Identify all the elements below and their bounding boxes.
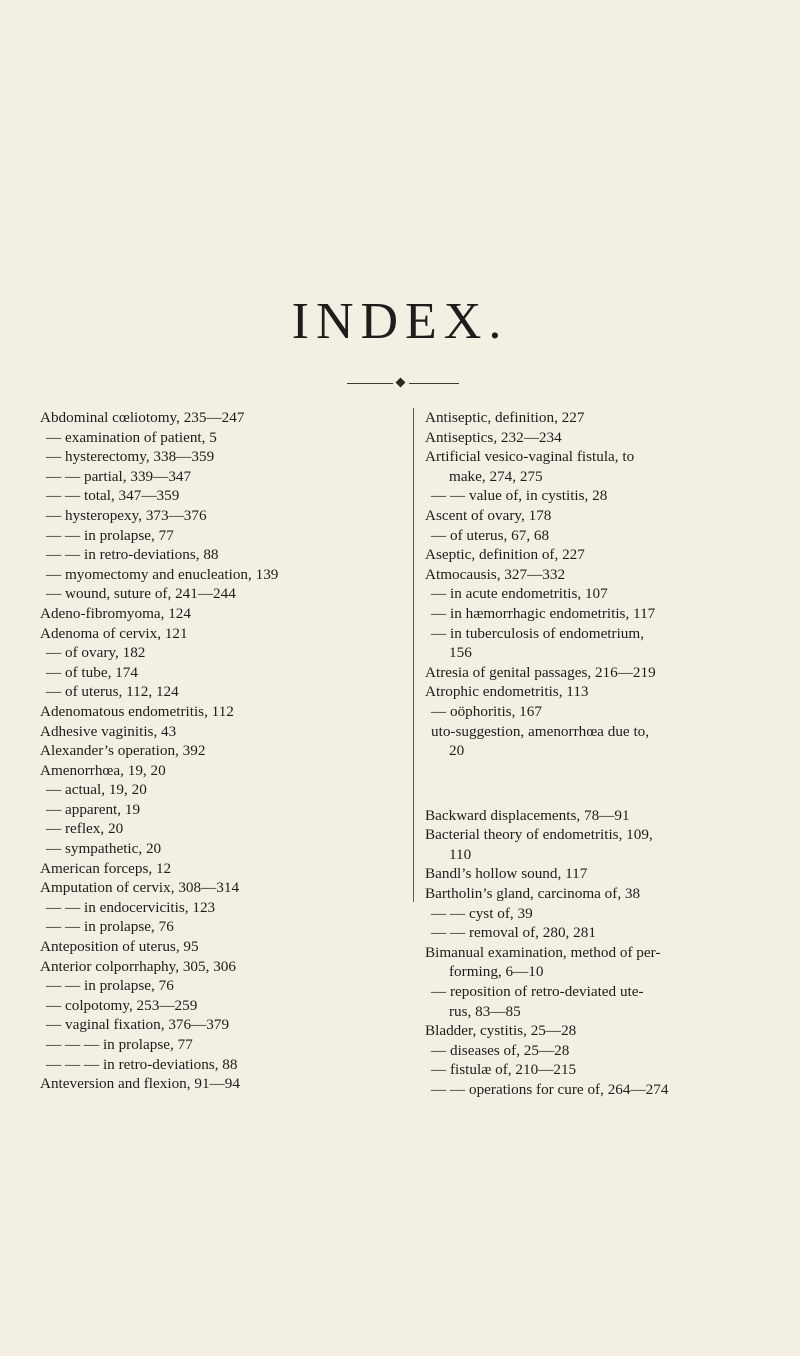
index-subentry: — — in prolapse, 76 (46, 977, 174, 995)
index-entry: Abdominal cœliotomy, 235—247 (40, 409, 245, 426)
index-entry: Bacterial theory of endometritis, 109, (425, 826, 653, 844)
index-subentry: — oöphoritis, 167 (431, 702, 542, 720)
index-subentry: — — partial, 339—347 (46, 467, 192, 485)
index-subentry: — actual, 19, 20 (46, 781, 147, 799)
index-entry: Atmocausis, 327—332 (425, 565, 566, 583)
index-subentry: — hysteropexy, 373—376 (46, 506, 207, 524)
index-subentry: — examination of patient, 5 (46, 428, 217, 446)
index-entry: Adenoma of cervix, 121 (40, 624, 188, 642)
index-subentry: — — operations for cure of, 264—274 (431, 1081, 669, 1098)
index-entry: Backward displacements, 78—91 (425, 806, 630, 824)
index-subentry: — in acute endometritis, 107 (431, 585, 608, 603)
index-subentry: — of tube, 174 (46, 663, 138, 681)
index-entry: Bladder, cystitis, 25—28 (425, 1022, 577, 1040)
index-subentry: 20 (449, 742, 465, 760)
index-entry: American forceps, 12 (40, 859, 172, 877)
index-subentry: — sympathetic, 20 (46, 840, 162, 858)
column-divider (413, 408, 414, 902)
diamond-icon (396, 378, 406, 388)
index-subentry: — in tuberculosis of endometrium, (431, 624, 645, 642)
index-subentry: — — cyst of, 39 (431, 904, 533, 922)
index-entry: Alexander’s operation, 392 (40, 742, 206, 760)
index-subentry: — — in prolapse, 76 (46, 918, 174, 936)
index-entry: Amenorrhœa, 19, 20 (40, 761, 166, 779)
index-subentry: — hysterectomy, 338—359 (46, 448, 215, 466)
index-subentry: — wound, suture of, 241—244 (46, 585, 236, 603)
index-entry: Adeno-fibromyoma, 124 (40, 604, 191, 622)
index-entry: Adenomatous endometritis, 112 (40, 702, 234, 720)
index-subentry: — vaginal fixation, 376—379 (46, 1016, 230, 1034)
index-entry: Atresia of genital passages, 216—219 (425, 663, 656, 681)
index-entry: Antiseptic, definition, 227 (425, 409, 585, 426)
index-entry: Bartholin’s gland, carcinoma of, 38 (425, 885, 641, 903)
index-entry: Ascent of ovary, 178 (425, 506, 552, 524)
index-subentry: — of uterus, 112, 124 (46, 683, 179, 701)
index-entry: Bimanual examination, method of per- (425, 943, 661, 961)
index-subentry: — fistulæ of, 210—215 (431, 1061, 577, 1079)
index-entry: Anterior colporrhaphy, 305, 306 (40, 957, 236, 975)
index-subentry: — in hæmorrhagic endometritis, 117 (431, 604, 656, 622)
index-subentry: — reflex, 20 (46, 820, 124, 838)
index-entry: Antiseptics, 232—234 (425, 428, 562, 446)
index-subentry: 156 (449, 644, 472, 662)
index-subentry: — — in endocervicitis, 123 (46, 898, 216, 916)
index-subentry: — colpotomy, 253—259 (46, 996, 198, 1014)
index-subentry: forming, 6—10 (449, 963, 544, 981)
index-subentry: — reposition of retro-deviated ute- (431, 983, 644, 1001)
index-subentry: — — in prolapse, 77 (46, 526, 174, 544)
ornament-rule-left (347, 383, 393, 384)
index-subentry: — apparent, 19 (46, 800, 141, 818)
index-entry: Atrophic endometritis, 113 (425, 683, 589, 701)
index-subentry: rus, 83—85 (449, 1002, 521, 1020)
index-entry: Artificial vesico-vaginal fistula, to (425, 448, 635, 466)
index-subentry: — — — in retro-deviations, 88 (46, 1055, 238, 1073)
index-column-right (425, 408, 775, 1100)
index-entry: Bandl’s hollow sound, 117 (425, 865, 588, 883)
section-gap (425, 761, 775, 806)
index-subentry: — — removal of, 280, 281 (431, 924, 596, 942)
ornament-rule-right (409, 383, 459, 384)
index-entry: Adhesive vaginitis, 43 (40, 722, 177, 740)
index-subentry: — of ovary, 182 (46, 644, 146, 662)
index-entry: Aseptic, definition of, 227 (425, 546, 585, 564)
index-subentry: — — value of, in cystitis, 28 (431, 487, 608, 505)
index-subentry: make, 274, 275 (449, 467, 543, 485)
index-subentry: — myomectomy and enucleation, 139 (46, 565, 279, 583)
index-column-left (40, 408, 408, 1094)
page-title: INDEX. (291, 293, 509, 350)
index-entry: Amputation of cervix, 308—314 (40, 879, 240, 897)
index-entry: Anteposition of uterus, 95 (40, 938, 199, 956)
index-subentry: — — total, 347—359 (46, 487, 180, 505)
index-subentry: uto-suggestion, amenorrhœa due to, (431, 722, 650, 740)
index-subentry: — of uterus, 67, 68 (431, 526, 550, 544)
title-ornament (347, 378, 459, 390)
index-entry: Anteversion and flexion, 91—94 (40, 1075, 240, 1093)
index-subentry: — diseases of, 25—28 (431, 1041, 570, 1059)
index-subentry: — — in retro-deviations, 88 (46, 546, 219, 564)
index-subentry: — — — in prolapse, 77 (46, 1036, 193, 1053)
index-subentry: 110 (449, 845, 472, 863)
